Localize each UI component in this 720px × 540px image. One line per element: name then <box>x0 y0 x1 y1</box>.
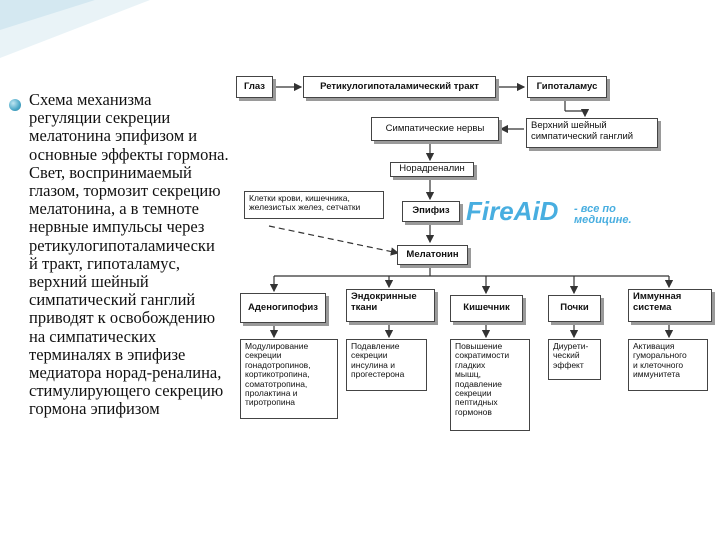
target-adenohypophysis: Аденогипофиз <box>240 293 326 323</box>
effect-immune-system: Активация гуморального и клеточного иммунитета <box>628 339 708 391</box>
effect-endocrine-tissue: Подавление секреции инсулина и прогестерона <box>346 339 427 391</box>
eye-box: Глаз <box>236 76 273 98</box>
fireaid-logo <box>464 191 574 231</box>
blood-cells-box: Клетки крови, кишечника, железистых желез, сетчатки <box>244 191 384 219</box>
effect-intestine: Повышение сократимости гладких мышц, подавление секреции пептидных гормонов <box>450 339 530 431</box>
target-kidneys: Почки <box>548 295 601 322</box>
bullet-text: Схема механизма регуляции секреции мелатонина эпифизом и основные эффекты гормона. Свет, воспринимаемый глазом, тормозит секрецию мелатонина, а в темноте нервные импульсы через ретикулогипоталамически й тракт, гипоталамус, верхний шейный симпатический ганглий приводят к освобождению на симпатических терминалях в эпифизе медиатора норад-реналина, стимулирующего секрецию гормона эпифизом <box>29 90 229 419</box>
watermark-tagline: - все по медицине. <box>574 203 632 226</box>
sympathetic-nerves-box: Симпатические нервы <box>371 117 499 141</box>
epiphysis-box: Эпифиз <box>402 201 460 222</box>
hypothalamus-box: Гипоталамус <box>527 76 607 98</box>
effect-adenohypophysis: Модулирование секреции гонадотропинов, кортикотропина, соматотропина, пролактина и тиротропина <box>240 339 338 419</box>
svg-text:FireAiD: FireAiD <box>466 196 559 226</box>
target-endocrine-tissue: Эндокринные ткани <box>346 289 435 322</box>
target-immune-system: Иммунная система <box>628 289 712 322</box>
melatonin-box: Мелатонин <box>397 245 468 265</box>
noradrenaline-box: Норадреналин <box>390 162 474 177</box>
ganglion-box: Верхний шейный симпатический ганглий <box>526 118 658 148</box>
effect-kidneys: Диурети- ческий эффект <box>548 339 601 380</box>
tract-box: Ретикулогипоталамический тракт <box>303 76 496 98</box>
target-intestine: Кишечник <box>450 295 523 322</box>
